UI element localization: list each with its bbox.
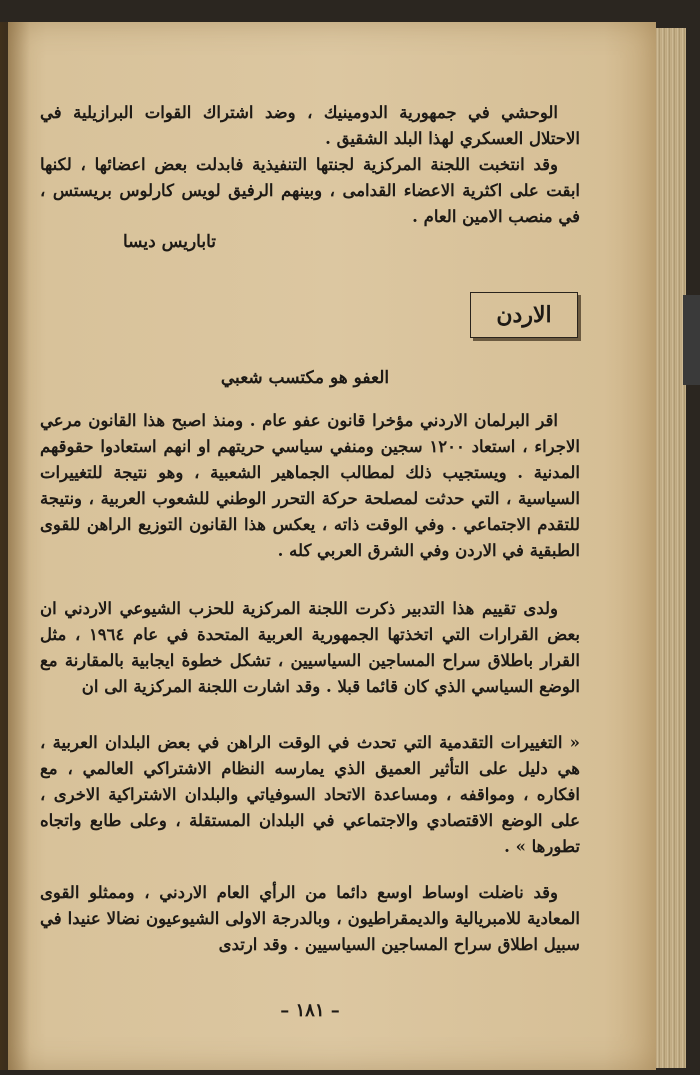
author-signature: تاباريس ديسا xyxy=(123,232,217,252)
quote-paragraph: « التغييرات التقدمية التي تحدث في الوقت الراهن في بعض البلدان العربية ، هي دليل على التأثير العميق الذي يمارسه النظام الاشتراكي العالمي ، مع افكاره ، ومواقفه ، ومساعدة الاتحاد السوفياتي والبلدان الاشتراكية الاخرى ، على الوضع الاقتصادي والاجتماعي في البلدان المستقلة ، وعلى طابع واتجاه تطورها » . xyxy=(40,733,580,856)
page-number: – ١٨١ – xyxy=(280,1000,340,1021)
article-heading: العفو هو مكتسب شعبي xyxy=(220,368,390,388)
body-paragraph-3: وقد ناضلت اوساط اوسع دائما من الرأي العام الاردني ، وممثلو القوى المعادية للامبريالية والديمقراطيون ، وبالدرجة الاولى الشيوعيون نضالا عنيدا في سبيل اطلاق سراح المساجين السياسيين . وقد ارتدى xyxy=(40,883,580,954)
top-paragraph-2: وقد انتخبت اللجنة المركزية لجنتها التنفيذية فابدلت بعض اعضائها ، لكنها ابقت على اكثرية الاعضاء القدامى ، وبينهم الرفيق لويس كارلوس بريستس ، في منصب الامين العام . xyxy=(40,155,580,226)
section-title-box xyxy=(470,292,578,338)
top-paragraph-1: الوحشي في جمهورية الدومينيك ، وضد اشتراك القوات البرازيلية في الاحتلال العسكري لهذا البلد الشقيق . xyxy=(40,103,580,148)
section-title: الاردن xyxy=(496,302,552,328)
body-paragraph-2: ولدى تقييم هذا التدبير ذكرت اللجنة المركزية للحزب الشيوعي الاردني ان بعض القرارات التي اتخذتها الجمهورية العربية المتحدة في عام ١٩٦٤ ، مثل القرار باطلاق سراح المساجين السياسيين ، تشكل خطوة ايجابية بالمقارنة مع الوضع السياسي الذي كان قائما قبلا . وقد اشارت اللجنة المركزية الى ان xyxy=(40,599,580,696)
spine-shadow xyxy=(0,22,30,1070)
page-tab xyxy=(683,295,700,385)
body-paragraph-1: اقر البرلمان الاردني مؤخرا قانون عفو عام . ومنذ اصبح هذا القانون مرعي الاجراء ، استعاد ١٢٠٠ سجين ومنفي سياسي حريتهم او انهم استعادوا حقوقهم المدنية . ويستجيب ذلك لمطالب الجماهير الشعبية ، وهو نتيجة للتغييرات السياسية ، التي حدثت لمصلحة حركة التحرر الوطني للشعوب العربية ، ونتيجة للتقدم الاجتماعي . وفي الوقت ذاته ، يعكس هذا القانون التوزيع الراهن للقوى الطبقية في الاردن وفي الشرق العربي كله . xyxy=(40,411,580,560)
page-edges xyxy=(656,28,686,1068)
